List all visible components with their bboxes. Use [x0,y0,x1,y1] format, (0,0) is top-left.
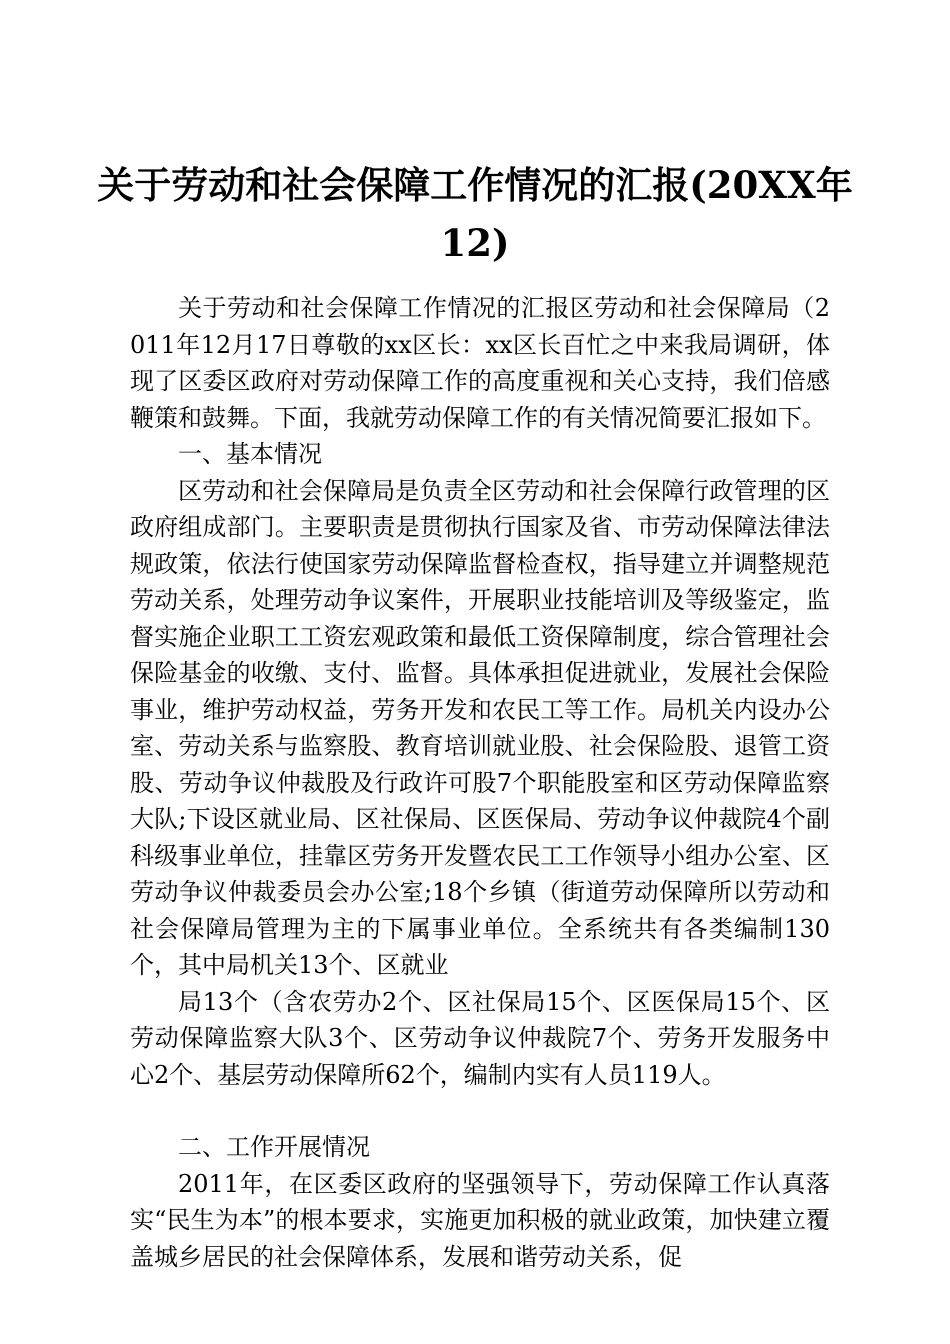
staffing-paragraph: 局13个（含农劳办2个、区社保局15个、区医保局15个、区劳动保障监察大队3个、区劳动争议仲裁院7个、劳务开发服务中心2个、基层劳动保障所62个，编制内实有人员119人。 [130,987,830,1089]
section-heading-work-progress: 二、工作开展情况 [178,1133,370,1161]
work-progress-paragraph: 2011年，在区委区政府的坚强领导下，劳动保障工作认真落实“民生为本”的根本要求，实施更加积极的就业政策，加快建立覆盖城乡居民的社会保障体系，发展和谐劳动关系，促 [130,1169,830,1271]
document-title-line-1: 关于劳动和社会保障工作情况的汇报(20XX年 [97,163,853,207]
document-body [130,290,830,1275]
section-heading-basic-situation: 一、基本情况 [178,440,322,468]
basic-situation-paragraph: 区劳动和社会保障局是负责全区劳动和社会保障行政管理的区政府组成部门。主要职责是贯彻执行国家及省、市劳动保障法律法规政策，依法行使国家劳动保障监督检查权，指导建立并调整规范劳动关系，处理劳动争议案件，开展职业技能培训及等级鉴定，监督实施企业职工工资宏观政策和最低工资保障制度，综合管理社会保险基金的收缴、支付、监督。具体承担促进就业，发展社会保险事业，维护劳动权益，劳务开发和农民工等工作。局机关内设办公室、劳动关系与监察股、教育培训就业股、社会保险股、退管工资股、劳动争议仲裁股及行政许可股7个职能股室和区劳动保障监察大队;下设区就业局、区社保局、区医保局、劳动争议仲裁院4个副科级事业单位，挂靠区劳务开发暨农民工工作领导小组办公室、区劳动争议仲裁委员会办公室;18个乡镇（街道劳动保障所以劳动和社会保障局管理为主的下属事业单位。全系统共有各类编制130个，其中局机关13个、区就业 [130,476,830,979]
intro-paragraph: 关于劳动和社会保障工作情况的汇报区劳动和社会保障局（2011年12月17日尊敬的xx区长：xx区长百忙之中来我局调研，体现了区委区政府对劳动保障工作的高度重视和关心支持，我们倍感鞭策和鼓舞。下面，我就劳动保障工作的有关情况简要汇报如下。 [130,294,830,432]
document-title-line-2: 12) [440,221,510,265]
